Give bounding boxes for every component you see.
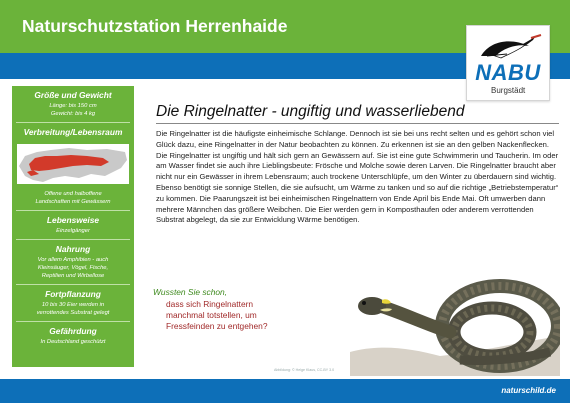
sidebar-text-size-weight: Gewicht: bis 4 kg (50, 111, 96, 117)
grass-snake-photo (350, 256, 560, 376)
nabu-wordmark: NABU (475, 60, 541, 85)
sidebar-text-reproduction-2: verrottendes Substrat gelegt (36, 310, 110, 316)
sidebar-text-habitat-2: Landschaften mit Gewässern (35, 199, 111, 205)
sidebar-divider (16, 210, 130, 211)
main-heading: Die Ringelnatter - ungiftig und wasserliebend (156, 103, 465, 120)
sidebar-text-habitat-1: Offene und halboffene (44, 191, 102, 197)
did-you-know-heading: Wussten Sie schon, (153, 287, 228, 297)
sidebar-divider (16, 122, 130, 123)
sidebar-divider (16, 284, 130, 285)
footer-link[interactable]: naturschild.de (501, 386, 556, 395)
sidebar-text-size-length: Länge: bis 150 cm (49, 103, 97, 109)
sidebar-text-food-3: Reptilien und Wirbellose (41, 273, 105, 279)
nabu-logo (466, 25, 550, 101)
footer-bar (0, 379, 570, 403)
sidebar-text-lifestyle: Einzelgänger (56, 228, 90, 234)
sidebar-heading-distribution: Verbreitung/Lebensraum (23, 127, 123, 137)
nabu-subtitle: Burgstädt (491, 86, 526, 95)
sidebar-heading-threat: Gefährdung (49, 326, 97, 336)
sidebar-text-reproduction-1: 10 bis 30 Eier werden in (41, 302, 105, 308)
fact-sidebar (12, 86, 134, 367)
main-body-text: Die Ringelnatter ist die häufigste einheimische Schlange. Dennoch ist sie bei uns recht selten und es gehört schon viel Glück dazu, eine Ringelnatter in der Natur beobachten zu können. Zu erkennen ist sie an den gelben Nackenflecken. Die Ringelnatter ist ungiftig und hält sich gern an Gewässern auf. Sie ist eine gute Schwimmerin und Taucherin. Im oder am Wasser findet sie auch ihre Lieblingsbeute: Frösche und Molche sowie deren Larven. Die Ringelnatter braucht aber nicht nur ein Gewässer in ihrem Lebensraum; auch trockene Unterschlüpfe, um den Winter zu überdauern sind wichtig. Ebenso benötigt sie sonnige Stellen, die sie aufsucht, um Wärme zu tanken und so auf die richtige „Betriebstemperatur“ zu kommen. Die Paarungszeit ist bei einheimischen Ringelnattern von Ende April bis Ende Mai. Oft umwerben dann mehrere Männchen das größere Weibchen. Die Eier werden gern in Komposthaufen oder anderem verrottenden Substrat abgelegt, da sie zur Entwicklung Wärme benötigen. (156, 129, 559, 225)
page-title: Naturschutzstation Herrenhaide (22, 16, 288, 36)
sidebar-text-food-2: Kleinsäuger, Vögel, Fische, (37, 265, 109, 271)
sidebar-text-food-1: Vor allem Amphibien - auch (37, 257, 109, 263)
did-you-know-text: dass sich Ringelnattern manchmal totstellen, um Fressfeinden zu entgehen? (166, 299, 268, 331)
sidebar-divider (16, 239, 130, 240)
sidebar-divider (16, 321, 130, 322)
sidebar-heading-lifestyle: Lebensweise (46, 215, 100, 225)
sidebar-text-threat: In Deutschland geschützt (40, 339, 106, 345)
distribution-map-image (17, 144, 129, 184)
sidebar-heading-size: Größe und Gewicht (34, 90, 112, 100)
sidebar-heading-food: Nahrung (55, 244, 91, 254)
sidebar-heading-reproduction: Fortpflanzung (45, 289, 101, 299)
image-credit: Abbildung: © Helge Klaus, CC-BY 3.0 (274, 368, 335, 372)
distribution-map (17, 144, 129, 184)
heading-rule (156, 123, 559, 124)
